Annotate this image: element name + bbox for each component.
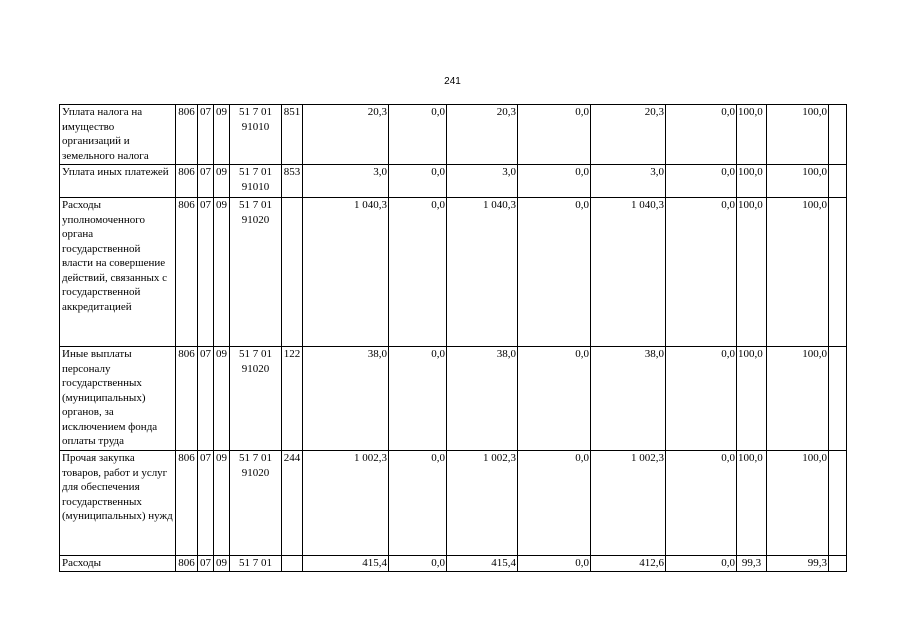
csr-code — [230, 105, 282, 165]
value-1: 3,0 — [303, 165, 389, 198]
value-4: 0,0 — [518, 347, 591, 451]
value-3: 1 002,3 — [447, 451, 518, 556]
percent-1: 100,0 — [737, 165, 767, 198]
ved-code: 806 — [176, 105, 198, 165]
value-6: 0,0 — [666, 165, 737, 198]
ved-code: 806 — [176, 451, 198, 556]
pr-code: 09 — [214, 556, 230, 572]
percent-1: 100,0 — [737, 451, 767, 556]
value-2: 0,0 — [389, 451, 447, 556]
percent-1: 100,0 — [737, 347, 767, 451]
empty-cell — [829, 165, 847, 198]
csr-code-part1: 51 7 01 — [239, 557, 272, 569]
vr-code — [282, 556, 303, 572]
ved-code: 806 — [176, 165, 198, 198]
pr-code: 09 — [214, 347, 230, 451]
table-row — [60, 556, 847, 572]
csr-code-part1: 51 7 01 — [239, 348, 272, 360]
rz-code: 07 — [198, 556, 214, 572]
csr-code — [230, 198, 282, 347]
vr-code: 853 — [282, 165, 303, 198]
value-4: 0,0 — [518, 556, 591, 572]
vr-code: 244 — [282, 451, 303, 556]
vr-code — [282, 198, 303, 347]
row-name: Расходы — [60, 556, 176, 572]
value-1: 38,0 — [303, 347, 389, 451]
value-5: 1 040,3 — [591, 198, 666, 347]
value-5: 412,6 — [591, 556, 666, 572]
pr-code: 09 — [214, 105, 230, 165]
value-5: 20,3 — [591, 105, 666, 165]
ved-code: 806 — [176, 198, 198, 347]
value-4: 0,0 — [518, 451, 591, 556]
vr-code: 851 — [282, 105, 303, 165]
pr-code: 09 — [214, 165, 230, 198]
value-1: 1 002,3 — [303, 451, 389, 556]
value-4: 0,0 — [518, 105, 591, 165]
value-3: 415,4 — [447, 556, 518, 572]
csr-code — [230, 451, 282, 556]
rz-code: 07 — [198, 105, 214, 165]
value-5: 38,0 — [591, 347, 666, 451]
value-4: 0,0 — [518, 198, 591, 347]
value-2: 0,0 — [389, 198, 447, 347]
csr-code-part1: 51 7 01 — [239, 106, 272, 118]
ved-code: 806 — [176, 556, 198, 572]
value-2: 0,0 — [389, 347, 447, 451]
value-5: 1 002,3 — [591, 451, 666, 556]
csr-code-part2: 91010 — [241, 180, 270, 193]
empty-cell — [829, 556, 847, 572]
rz-code: 07 — [198, 198, 214, 347]
empty-cell — [829, 105, 847, 165]
table-row — [60, 105, 847, 165]
row-name: Уплата налога на имущество организаций и земельного налога — [60, 105, 176, 165]
pr-code: 09 — [214, 451, 230, 556]
percent-2: 100,0 — [767, 347, 829, 451]
value-6: 0,0 — [666, 347, 737, 451]
csr-code — [230, 556, 282, 572]
value-1: 20,3 — [303, 105, 389, 165]
value-2: 0,0 — [389, 105, 447, 165]
value-3: 1 040,3 — [447, 198, 518, 347]
value-6: 0,0 — [666, 105, 737, 165]
empty-cell — [829, 198, 847, 347]
value-6: 0,0 — [666, 451, 737, 556]
row-name: Иные выплаты персоналу государственных (муниципальных) органов, за исключением фонда оплаты труда — [60, 347, 176, 451]
row-name: Уплата иных платежей — [60, 165, 176, 198]
value-3: 3,0 — [447, 165, 518, 198]
row-name: Прочая закупка товаров, работ и услуг для обеспечения государственных (муниципальных) нужд — [60, 451, 176, 556]
rz-code: 07 — [198, 451, 214, 556]
value-2: 0,0 — [389, 165, 447, 198]
csr-code — [230, 347, 282, 451]
percent-1: 99,3 — [737, 556, 767, 572]
value-1: 1 040,3 — [303, 198, 389, 347]
value-6: 0,0 — [666, 556, 737, 572]
percent-1: 100,0 — [737, 198, 767, 347]
csr-code-part2: 91020 — [241, 213, 270, 226]
budget-table — [59, 104, 847, 572]
table-row — [60, 347, 847, 451]
table-row — [60, 451, 847, 556]
percent-2: 100,0 — [767, 165, 829, 198]
csr-code — [230, 165, 282, 198]
percent-2: 99,3 — [767, 556, 829, 572]
csr-code-part2: 91010 — [241, 120, 270, 133]
rz-code: 07 — [198, 347, 214, 451]
value-4: 0,0 — [518, 165, 591, 198]
csr-code-part1: 51 7 01 — [239, 166, 272, 178]
csr-code-part2: 91020 — [241, 466, 270, 479]
csr-code-part2: 91020 — [241, 362, 270, 375]
percent-2: 100,0 — [767, 105, 829, 165]
empty-cell — [829, 451, 847, 556]
value-6: 0,0 — [666, 198, 737, 347]
value-2: 0,0 — [389, 556, 447, 572]
percent-2: 100,0 — [767, 451, 829, 556]
vr-code: 122 — [282, 347, 303, 451]
percent-1: 100,0 — [737, 105, 767, 165]
pr-code: 09 — [214, 198, 230, 347]
value-3: 38,0 — [447, 347, 518, 451]
page-number: 241 — [444, 76, 461, 87]
rz-code: 07 — [198, 165, 214, 198]
empty-cell — [829, 347, 847, 451]
table-row — [60, 165, 847, 198]
value-5: 3,0 — [591, 165, 666, 198]
value-1: 415,4 — [303, 556, 389, 572]
csr-code-part1: 51 7 01 — [239, 452, 272, 464]
row-name: Расходы уполномоченного органа государственной власти на совершение действий, связанных с государственной аккредитацией — [60, 198, 176, 347]
ved-code: 806 — [176, 347, 198, 451]
table-row — [60, 198, 847, 347]
csr-code-part1: 51 7 01 — [239, 199, 272, 211]
value-3: 20,3 — [447, 105, 518, 165]
percent-2: 100,0 — [767, 198, 829, 347]
